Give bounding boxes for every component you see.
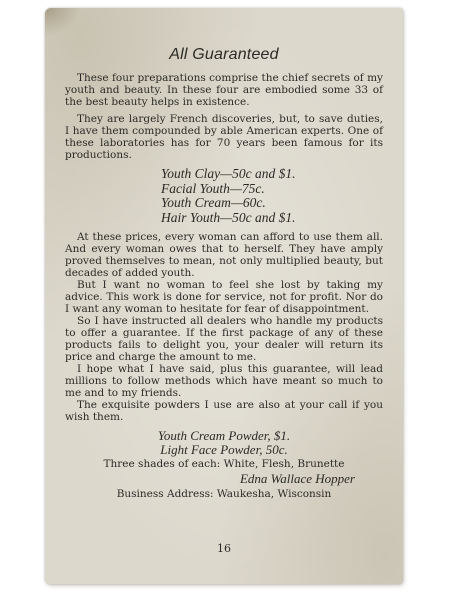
booklet-page bbox=[45, 8, 403, 584]
signature: Edna Wallace Hopper bbox=[239, 471, 355, 486]
page-content bbox=[65, 46, 383, 501]
business-address: Business Address: Waukesha, Wisconsin bbox=[116, 488, 332, 500]
corner-stain bbox=[45, 8, 81, 36]
paragraph-1: These four preparations comprise the chief secrets of my youth and beauty. In these four are embodied some 33 of the best beauty helps in existence. bbox=[65, 72, 383, 108]
page-number: 16 bbox=[217, 542, 231, 555]
paragraph-7: The exquisite powders I use are also at your call if you wish them. bbox=[65, 399, 383, 423]
powder-youth-cream: Youth Cream Powder, $1. bbox=[157, 428, 291, 443]
shades-line: Three shades of each: White, Flesh, Brunette bbox=[103, 458, 345, 470]
page-title: All Guaranteed bbox=[169, 46, 279, 63]
product-hair-youth: Hair Youth—50c and $1. bbox=[161, 209, 296, 225]
paragraph-2: They are largely French discoveries, but, to save duties, I have them compounded by able American experts. One of these laboratories has for 70 years been famous for its productions. bbox=[65, 113, 383, 161]
powder-light-face: Light Face Powder, 50c. bbox=[160, 442, 288, 457]
powder-list bbox=[65, 429, 383, 457]
paragraph-6: I hope what I have said, plus this guarantee, will lead millions to follow methods which have meant so much to me and to my friends. bbox=[65, 363, 383, 399]
paragraph-5: So I have instructed all dealers who handle my products to offer a guarantee. If the first package of any of these products fails to delight you, your dealer will return its price and charge the amount to me. bbox=[65, 315, 383, 363]
product-facial-youth: Facial Youth—75c. bbox=[161, 180, 265, 196]
product-youth-cream: Youth Cream—60c. bbox=[161, 195, 266, 210]
paragraph-4: But I want no woman to feel she lost by taking my advice. This work is done for service, not for profit. Nor do I want any woman to hesitate for fear of disappointment. bbox=[65, 279, 383, 315]
product-youth-clay: Youth Clay—50c and $1. bbox=[161, 166, 296, 181]
product-list bbox=[161, 167, 383, 225]
paragraph-3: At these prices, every woman can afford to use them all. And every woman owes that to herself. They have amply proved themselves to mean, not only multiplied beauty, but decades of added youth. bbox=[65, 231, 383, 279]
